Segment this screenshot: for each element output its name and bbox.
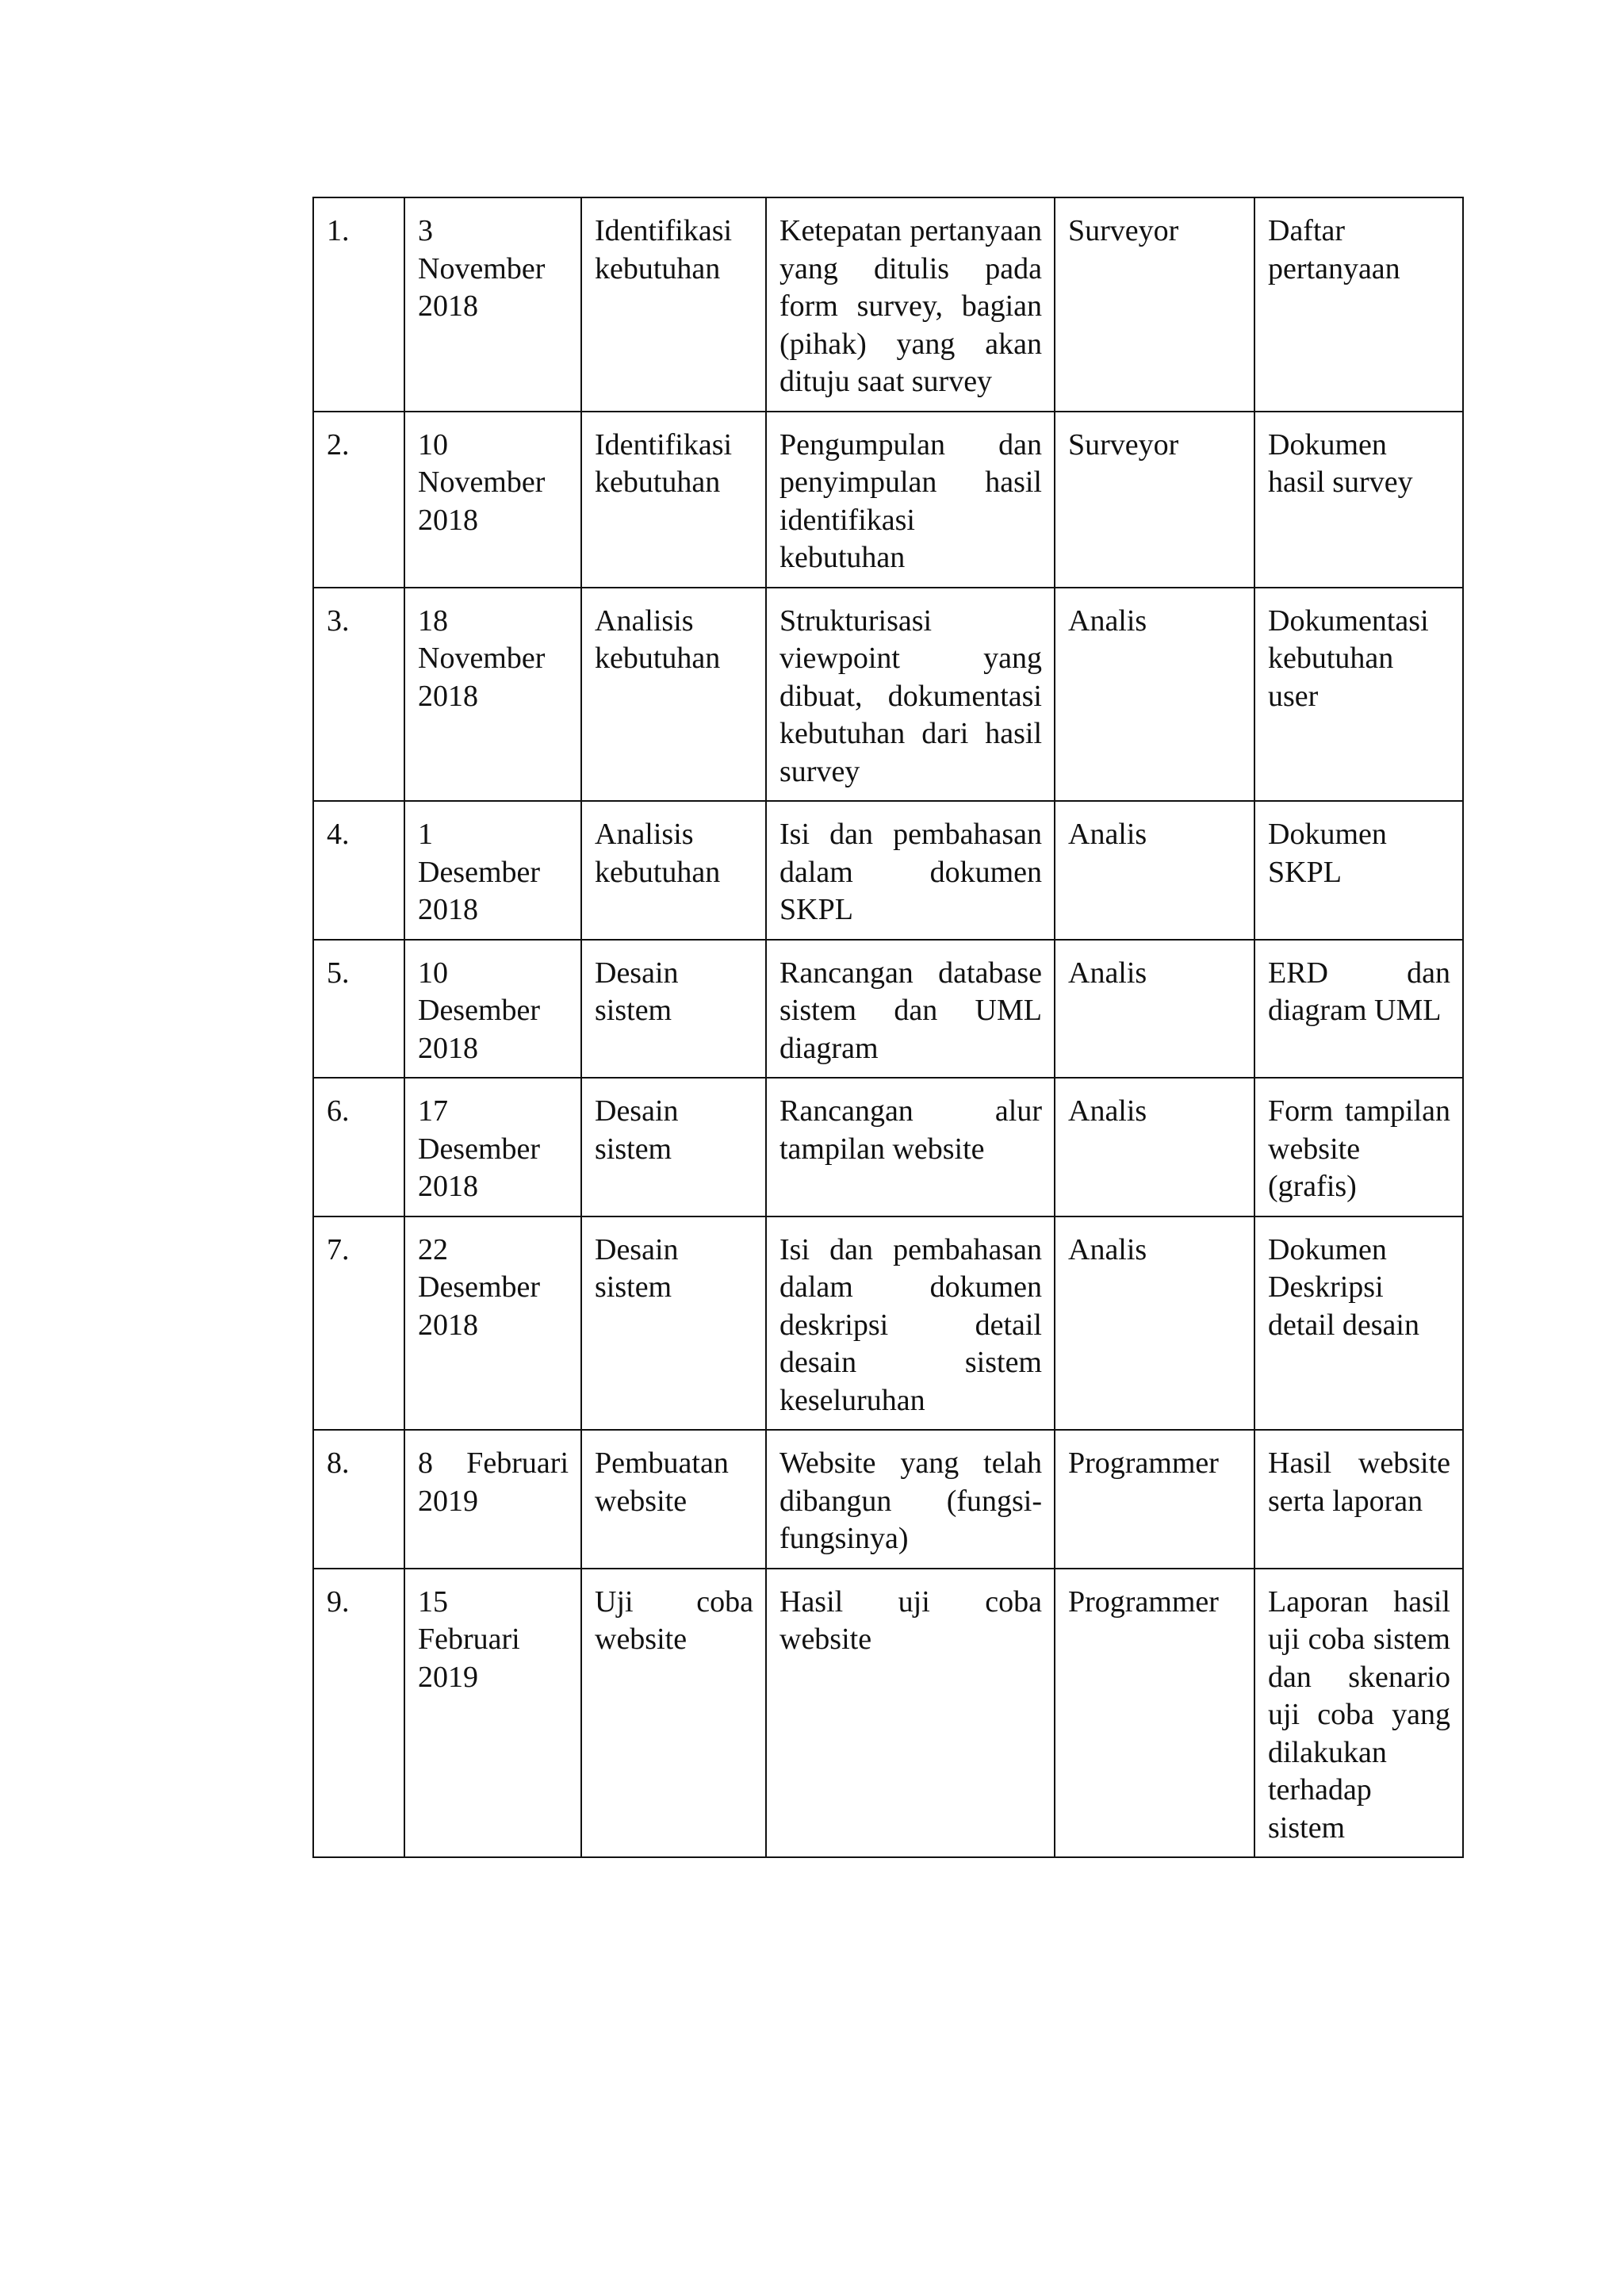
role-text: Analis — [1068, 1232, 1147, 1266]
table-row — [313, 1216, 1463, 1431]
date-cell — [404, 1216, 581, 1431]
date-text: 18 November 2018 — [418, 603, 546, 713]
date-cell — [404, 1078, 581, 1216]
output-cell — [1254, 1430, 1463, 1569]
role-cell — [1055, 1569, 1254, 1858]
output-text: Dokumen hasil survey — [1268, 427, 1413, 499]
activity-text: Analisis kebutuhan — [595, 603, 721, 675]
activity-cell — [581, 197, 766, 412]
row-number: 8. — [327, 1446, 350, 1480]
detail-cell — [766, 1078, 1055, 1216]
row-number: 6. — [327, 1094, 350, 1128]
row-number: 3. — [327, 603, 350, 638]
date-text: 3 November 2018 — [418, 214, 546, 323]
output-text: ERD dan diagram UML — [1268, 956, 1450, 1027]
activity-cell — [581, 588, 766, 802]
output-cell — [1254, 1216, 1463, 1431]
output-text: Dokumen SKPL — [1268, 818, 1387, 889]
detail-cell — [766, 1569, 1055, 1858]
activity-text: Identifikasi kebutuhan — [595, 214, 733, 285]
detail-cell — [766, 940, 1055, 1079]
date-text: 10 November 2018 — [418, 427, 546, 537]
detail-cell — [766, 801, 1055, 940]
date-cell — [404, 197, 581, 412]
row-number-cell — [313, 1569, 404, 1858]
date-text: 1 Desember 2018 — [418, 818, 541, 926]
row-number-cell — [313, 197, 404, 412]
row-number: 7. — [327, 1232, 350, 1266]
activity-cell — [581, 1216, 766, 1431]
detail-text: Rancangan database sistem dan UML diagram — [779, 956, 1042, 1065]
date-text: 17 Desember 2018 — [418, 1094, 541, 1203]
detail-cell — [766, 1216, 1055, 1431]
row-number: 5. — [327, 956, 350, 990]
row-number-cell — [313, 1216, 404, 1431]
activity-text: Pembuatan website — [595, 1446, 729, 1518]
table-row — [313, 1430, 1463, 1569]
table-row — [313, 801, 1463, 940]
row-number-cell — [313, 412, 404, 588]
table-row — [313, 1078, 1463, 1216]
activity-text: Analisis kebutuhan — [595, 818, 721, 889]
role-cell — [1055, 1430, 1254, 1569]
activity-cell — [581, 1569, 766, 1858]
role-cell — [1055, 940, 1254, 1079]
activity-cell — [581, 1078, 766, 1216]
role-text: Analis — [1068, 603, 1147, 638]
output-cell — [1254, 588, 1463, 802]
activity-text: Desain sistem — [595, 1232, 679, 1304]
output-text: Laporan hasil uji coba sistem dan skenario uji coba yang dilakukan terhadap sistem — [1268, 1584, 1450, 1845]
role-cell — [1055, 588, 1254, 802]
output-cell — [1254, 801, 1463, 940]
date-text: 22 Desember 2018 — [418, 1232, 541, 1342]
detail-text: Pengumpulan dan penyimpulan hasil identifikasi kebutuhan — [779, 427, 1042, 574]
role-cell — [1055, 412, 1254, 588]
activity-text: Identifikasi kebutuhan — [595, 427, 733, 499]
role-text: Analis — [1068, 1094, 1147, 1128]
detail-cell — [766, 588, 1055, 802]
detail-text: Hasil uji coba website — [779, 1584, 1042, 1656]
table-row — [313, 940, 1463, 1079]
table-row — [313, 197, 1463, 412]
row-number: 1. — [327, 214, 350, 247]
date-text: 8 Februari 2019 — [418, 1446, 569, 1518]
activity-cell — [581, 801, 766, 940]
date-cell — [404, 588, 581, 802]
schedule-table — [312, 197, 1464, 1858]
detail-text: Ketepatan pertanyaan yang ditulis pada form survey, bagian (pihak) yang akan dituju saat survey — [779, 214, 1042, 398]
row-number-cell — [313, 1430, 404, 1569]
output-cell — [1254, 1078, 1463, 1216]
detail-cell — [766, 1430, 1055, 1569]
output-cell — [1254, 412, 1463, 588]
activity-text: Uji coba website — [595, 1584, 753, 1656]
detail-text: Strukturisasi viewpoint yang dibuat, dokumentasi kebutuhan dari hasil survey — [779, 603, 1042, 788]
date-text: 15 Februari 2019 — [418, 1584, 520, 1694]
output-cell — [1254, 940, 1463, 1079]
row-number-cell — [313, 801, 404, 940]
activity-cell — [581, 940, 766, 1079]
role-text: Surveyor — [1068, 214, 1179, 247]
detail-cell — [766, 412, 1055, 588]
detail-text: Website yang telah dibangun (fungsi-fungsinya) — [779, 1446, 1042, 1555]
row-number: 2. — [327, 427, 350, 462]
output-text: Daftar pertanyaan — [1268, 214, 1400, 285]
row-number-cell — [313, 588, 404, 802]
date-cell — [404, 1569, 581, 1858]
table-row — [313, 1569, 1463, 1858]
activity-cell — [581, 412, 766, 588]
role-text: Programmer — [1068, 1446, 1219, 1480]
role-text: Programmer — [1068, 1584, 1219, 1619]
date-cell — [404, 1430, 581, 1569]
output-text: Form tampilan website (grafis) — [1268, 1094, 1450, 1203]
role-text: Analis — [1068, 956, 1147, 990]
activity-cell — [581, 1430, 766, 1569]
schedule-table-body — [313, 197, 1463, 1857]
output-cell — [1254, 1569, 1463, 1858]
output-text: Hasil website serta laporan — [1268, 1446, 1450, 1518]
date-cell — [404, 801, 581, 940]
output-text: Dokumen Deskripsi detail desain — [1268, 1232, 1419, 1342]
date-cell — [404, 412, 581, 588]
activity-text: Desain sistem — [595, 956, 679, 1027]
detail-text: Isi dan pembahasan dalam dokumen SKPL — [779, 818, 1042, 926]
table-row — [313, 412, 1463, 588]
detail-text: Isi dan pembahasan dalam dokumen deskripsi detail desain sistem keseluruhan — [779, 1232, 1042, 1417]
detail-text: Rancangan alur tampilan website — [779, 1094, 1042, 1166]
role-text: Analis — [1068, 818, 1147, 851]
activity-text: Desain sistem — [595, 1094, 679, 1166]
role-cell — [1055, 1078, 1254, 1216]
role-cell — [1055, 1216, 1254, 1431]
detail-cell — [766, 197, 1055, 412]
row-number-cell — [313, 1078, 404, 1216]
role-cell — [1055, 197, 1254, 412]
row-number: 4. — [327, 818, 350, 851]
row-number-cell — [313, 940, 404, 1079]
date-cell — [404, 940, 581, 1079]
role-cell — [1055, 801, 1254, 940]
output-cell — [1254, 197, 1463, 412]
output-text: Dokumentasi kebutuhan user — [1268, 603, 1429, 713]
date-text: 10 Desember 2018 — [418, 956, 541, 1065]
table-row — [313, 588, 1463, 802]
role-text: Surveyor — [1068, 427, 1179, 462]
row-number: 9. — [327, 1584, 350, 1619]
